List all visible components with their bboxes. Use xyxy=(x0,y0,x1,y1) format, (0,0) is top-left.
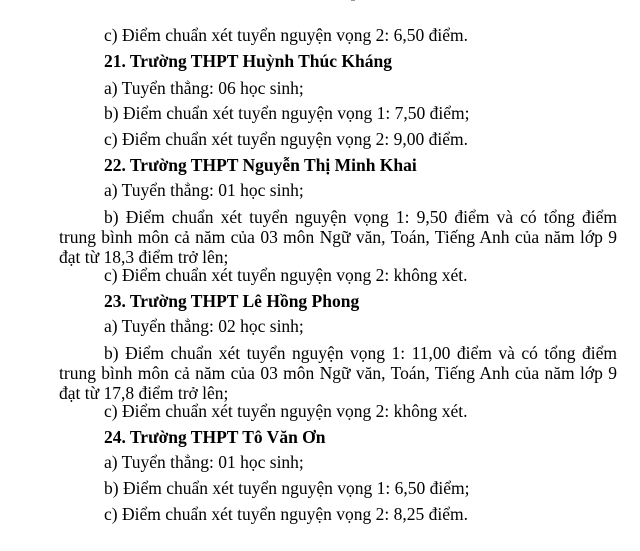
school-23-item-b: b) Điểm chuẩn xét tuyển nguyện vọng 1: 11,00 điểm và có tổng điểm trung bình môn cả năm của 03 môn Ngữ văn, Toán, Tiếng Anh của năm lớp 9 đạt từ 17,8 điểm trở lên; xyxy=(59,343,617,403)
school-22-item-b: b) Điểm chuẩn xét tuyển nguyện vọng 1: 9,50 điểm và có tổng điểm trung bình môn cả năm của 03 môn Ngữ văn, Toán, Tiếng Anh của năm lớp 9 đạt từ 18,3 điểm trở lên; xyxy=(59,207,617,267)
school-24-item-b: b) Điểm chuẩn xét tuyển nguyện vọng 1: 6,50 điểm; xyxy=(104,478,470,498)
school-22-heading: 22. Trường THPT Nguyễn Thị Minh Khai xyxy=(104,155,417,175)
school-22-item-a: a) Tuyển thẳng: 01 học sinh; xyxy=(104,180,304,200)
school-21-item-b: b) Điểm chuẩn xét tuyển nguyện vọng 1: 7,50 điểm; xyxy=(104,103,470,123)
school-22-item-c: c) Điểm chuẩn xét tuyển nguyện vọng 2: không xét. xyxy=(104,265,468,285)
school-23-item-c: c) Điểm chuẩn xét tuyển nguyện vọng 2: không xét. xyxy=(104,401,468,421)
school-21-item-a: a) Tuyển thẳng: 06 học sinh; xyxy=(104,78,304,98)
school-23-heading: 23. Trường THPT Lê Hồng Phong xyxy=(104,291,360,311)
school-20-item-c: c) Điểm chuẩn xét tuyển nguyện vọng 2: 6,50 điểm. xyxy=(104,25,469,45)
school-23-item-a: a) Tuyển thẳng: 02 học sinh; xyxy=(104,316,304,336)
page-top-mark xyxy=(351,0,355,1)
school-21-item-c: c) Điểm chuẩn xét tuyển nguyện vọng 2: 9,00 điểm. xyxy=(104,129,469,149)
school-21-heading: 21. Trường THPT Huỳnh Thúc Kháng xyxy=(104,51,392,71)
school-24-item-c: c) Điểm chuẩn xét tuyển nguyện vọng 2: 8,25 điểm. xyxy=(104,504,469,524)
school-24-item-a: a) Tuyển thẳng: 01 học sinh; xyxy=(104,452,304,472)
school-24-heading: 24. Trường THPT Tô Văn Ơn xyxy=(104,427,326,447)
